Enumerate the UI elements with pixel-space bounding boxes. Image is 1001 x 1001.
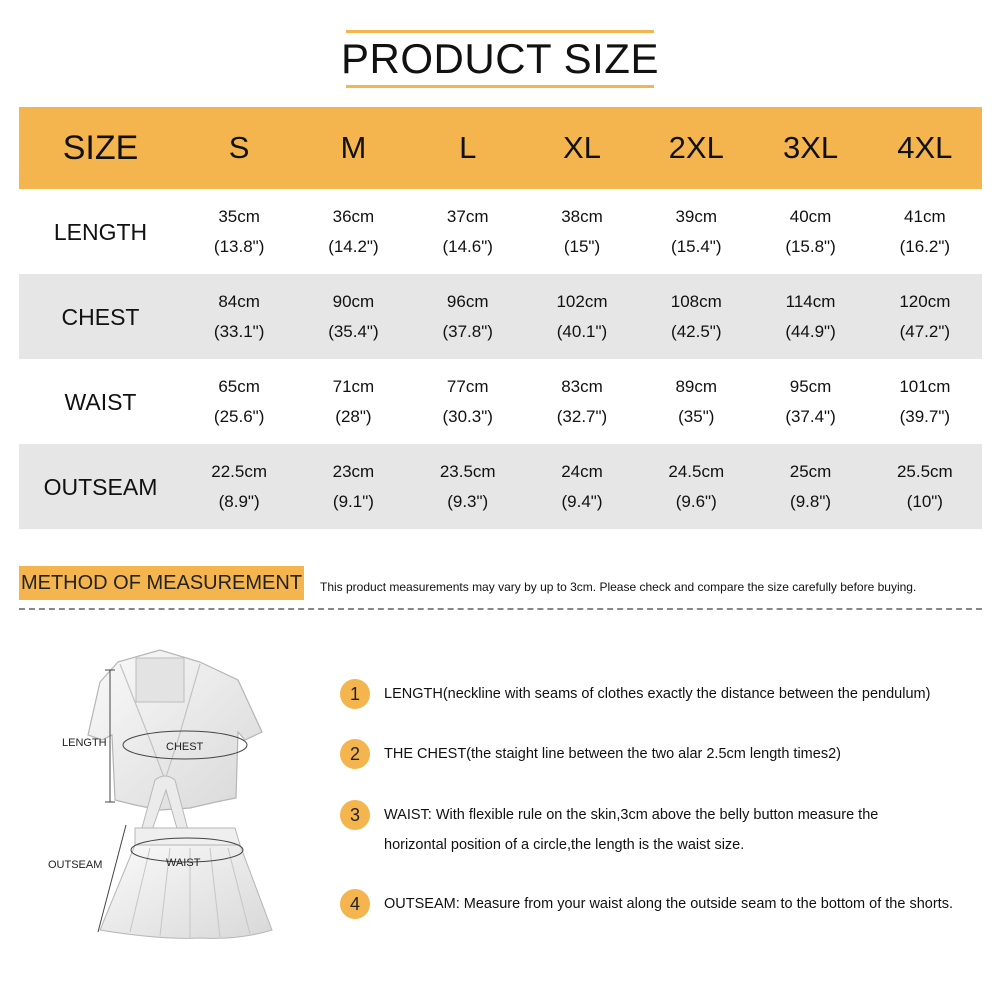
cell-inch: (14.6") — [442, 236, 493, 256]
table-row-outseam — [19, 444, 982, 529]
table-cell — [868, 359, 982, 444]
table-cell — [753, 189, 867, 274]
cell-inch: (28") — [335, 406, 372, 426]
cell-cm: 37cm — [446, 206, 489, 226]
step-number: 2 — [340, 739, 370, 769]
table-cell — [296, 189, 410, 274]
table-cell — [296, 359, 410, 444]
cell-cm: 38cm — [561, 206, 603, 226]
step-text: OUTSEAM: Measure from your waist along the outside seam to the bottom of the shorts. — [384, 896, 953, 912]
step-number: 4 — [340, 889, 370, 919]
cell-inch: (44.9") — [785, 321, 836, 341]
cell-inch: (9.4") — [561, 491, 603, 511]
cell-inch: (9.8") — [790, 491, 832, 511]
cell-inch: (9.3") — [447, 491, 489, 511]
cell-inch: (15.8") — [785, 236, 836, 256]
cell-inch: (32.7") — [556, 406, 608, 426]
size-header-xl: XL — [525, 107, 639, 189]
cell-inch: (35.4") — [328, 321, 379, 341]
cell-cm: 114cm — [785, 291, 836, 311]
table-cell — [639, 189, 753, 274]
cell-cm: 89cm — [675, 376, 718, 396]
step-number: 3 — [340, 800, 370, 830]
cell-cm: 77cm — [446, 376, 489, 396]
figure-length-label: LENGTH — [62, 737, 107, 749]
cell-cm: 65cm — [218, 376, 260, 396]
table-cell — [639, 359, 753, 444]
cell-inch: (8.9") — [218, 491, 260, 511]
cell-cm: 84cm — [218, 291, 260, 311]
size-header-s: S — [182, 107, 296, 189]
row-label-waist: WAIST — [64, 388, 137, 415]
cell-inch: (16.2") — [899, 236, 951, 256]
size-header-3xl: 3XL — [753, 107, 867, 189]
size-header-row — [19, 107, 982, 189]
table-cell — [525, 274, 639, 359]
cell-cm: 25.5cm — [896, 461, 953, 481]
skirt-shape — [100, 828, 272, 938]
cell-cm: 41cm — [904, 206, 946, 226]
step-text: WAIST: With flexible rule on the skin,3cm above the belly button measure the horizontal position of a circle,the length is the waist size. — [384, 807, 879, 853]
step-text: THE CHEST(the staight line between the two alar 2.5cm length times2) — [384, 746, 841, 762]
table-cell — [868, 189, 982, 274]
cell-inch: (15") — [563, 236, 601, 256]
cell-cm: 39cm — [675, 206, 718, 226]
size-header-l: L — [411, 107, 525, 189]
step-item — [340, 800, 914, 860]
step-item — [340, 679, 930, 709]
cell-cm: 83cm — [561, 376, 603, 396]
cell-cm: 96cm — [446, 291, 489, 311]
garment-illustration — [40, 640, 290, 960]
size-table — [19, 107, 982, 529]
cell-cm: 90cm — [332, 291, 375, 311]
size-header-4xl: 4XL — [868, 107, 982, 189]
table-cell — [525, 444, 639, 529]
cell-inch: (9.6") — [675, 491, 717, 511]
cell-cm: 24cm — [561, 461, 603, 481]
row-label-chest: CHEST — [19, 274, 182, 359]
table-cell — [753, 444, 867, 529]
size-header-label: SIZE — [19, 107, 182, 189]
cell-inch: (15.4") — [671, 236, 722, 256]
cell-inch: (47.2") — [899, 321, 951, 341]
cell-inch: (33.1") — [213, 321, 265, 341]
cell-cm: 71cm — [332, 376, 375, 396]
cell-cm: 40cm — [789, 206, 832, 226]
cell-cm: 101cm — [899, 376, 951, 396]
title-banner — [341, 30, 659, 88]
table-cell — [296, 444, 410, 529]
cell-inch: (10") — [906, 491, 943, 511]
cell-cm: 22.5cm — [211, 461, 268, 481]
figure-chest-label: CHEST — [166, 741, 204, 753]
table-cell — [525, 189, 639, 274]
cell-inch: (37.8") — [442, 321, 493, 341]
cell-inch: (35") — [678, 406, 715, 426]
table-cell — [182, 359, 296, 444]
cell-inch: (40.1") — [556, 321, 608, 341]
table-row-length — [19, 189, 982, 274]
table-cell — [639, 274, 753, 359]
table-cell — [753, 274, 867, 359]
page-title: PRODUCT SIZE — [341, 35, 659, 82]
table-row-chest — [19, 274, 982, 359]
step-text: LENGTH(neckline with seams of clothes exactly the distance between the pendulum) — [384, 686, 931, 702]
table-cell — [411, 274, 525, 359]
figure-outseam-label: OUTSEAM — [48, 859, 103, 871]
table-cell — [411, 189, 525, 274]
cell-cm: 108cm — [670, 291, 722, 311]
cell-cm: 23.5cm — [439, 461, 496, 481]
table-cell — [525, 359, 639, 444]
cell-inch: (9.1") — [332, 491, 374, 511]
cell-inch: (25.6") — [213, 406, 265, 426]
size-header-m: M — [296, 107, 410, 189]
cell-inch: (14.2") — [328, 236, 379, 256]
table-cell — [411, 444, 525, 529]
cell-cm: 36cm — [332, 206, 375, 226]
step-item — [340, 739, 841, 769]
table-cell — [639, 444, 753, 529]
cell-inch: (13.8") — [213, 236, 265, 256]
table-cell — [411, 359, 525, 444]
table-cell — [868, 444, 982, 529]
cell-inch: (37.4") — [785, 406, 836, 426]
table-cell — [182, 444, 296, 529]
table-cell — [868, 274, 982, 359]
figure-waist-label: WAIST — [166, 857, 201, 869]
step-item — [340, 889, 953, 919]
cell-inch: (42.5") — [671, 321, 722, 341]
cell-cm: 35cm — [218, 206, 260, 226]
cell-cm: 23cm — [332, 461, 375, 481]
method-title: METHOD OF MEASUREMENT — [19, 566, 304, 600]
cell-cm: 25cm — [789, 461, 832, 481]
table-cell — [182, 189, 296, 274]
table-cell — [296, 274, 410, 359]
cell-inch: (30.3") — [442, 406, 493, 426]
table-row-waist — [19, 359, 982, 444]
cell-cm: 102cm — [556, 291, 608, 311]
cell-cm: 95cm — [789, 376, 832, 396]
dashed-divider — [19, 608, 982, 610]
cell-cm: 24.5cm — [668, 461, 725, 481]
step-number: 1 — [340, 679, 370, 709]
measurement-notice: This product measurements may vary by up to 3cm. Please check and compare the size carefully before buying. — [320, 580, 917, 594]
row-label-outseam: OUTSEAM — [19, 444, 182, 529]
table-cell — [753, 359, 867, 444]
row-label-length: LENGTH — [53, 218, 148, 245]
size-header-2xl: 2XL — [639, 107, 753, 189]
cell-cm: 120cm — [899, 291, 951, 311]
cell-inch: (39.7") — [899, 406, 951, 426]
table-cell — [182, 274, 296, 359]
